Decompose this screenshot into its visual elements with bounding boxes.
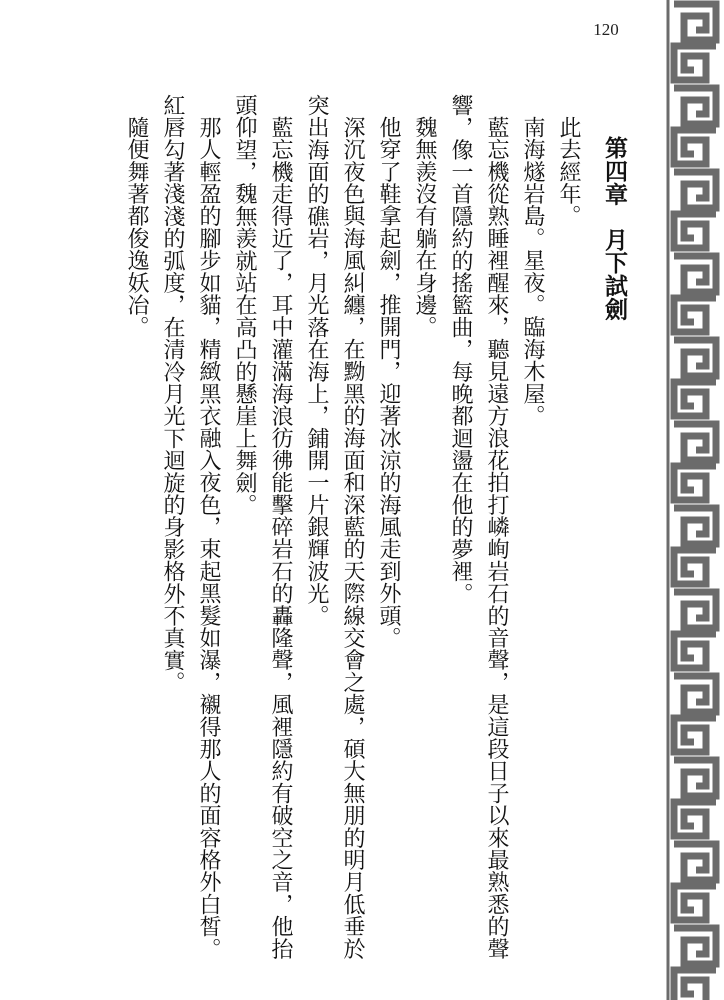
- chapter-title: 月下試劍: [601, 227, 628, 321]
- greek-key-border-pattern: [666, 0, 724, 1000]
- paragraph: 藍忘機從熟睡裡醒來，聽見遠方浪花拍打嶙峋岩石的音聲，是這段日子以來最熟悉的聲響，像一首隱約的搖籃曲，每晚都迴盪在他的夢裡。: [448, 94, 509, 960]
- chapter-text: [118, 94, 632, 974]
- paragraph: 他穿了鞋拿起劍，推開門，迎著冰涼的海風走到外頭。: [376, 116, 401, 649]
- greek-key-border: [666, 0, 724, 1000]
- paragraph: 深沉夜色與海風糾纏，在黝黑的海面和深藍的天際線交會之處，碩大無朋的明月低垂於突出海面的礁岩，月光落在海上，鋪開一片銀輝波光。: [304, 94, 365, 960]
- paragraph: 南海燧岩島。星夜。臨海木屋。: [520, 116, 545, 427]
- chapter-number: 第四章: [601, 136, 628, 206]
- chapter-heading: [596, 94, 632, 974]
- paragraph: 那人輕盈的腳步如貓，精緻黑衣融入夜色，束起黑髮如瀑，襯得那人的面容格外白皙。紅唇勾著淺淺的弧度，在清冷月光下迴旋的身影格外不真實。: [160, 94, 221, 960]
- paragraph: 此去經年。: [556, 116, 581, 227]
- paragraph: 隨便舞著都俊逸妖冶。: [124, 116, 149, 338]
- page-number: 120: [593, 20, 619, 39]
- paragraph: 藍忘機走得近了，耳中灌滿海浪彷彿能擊碎岩石的轟隆聲，風裡隱約有破空之音，他抬頭仰望，魏無羨就站在高凸的懸崖上舞劍。: [232, 94, 293, 960]
- paragraph: 魏無羨沒有躺在身邊。: [412, 116, 437, 338]
